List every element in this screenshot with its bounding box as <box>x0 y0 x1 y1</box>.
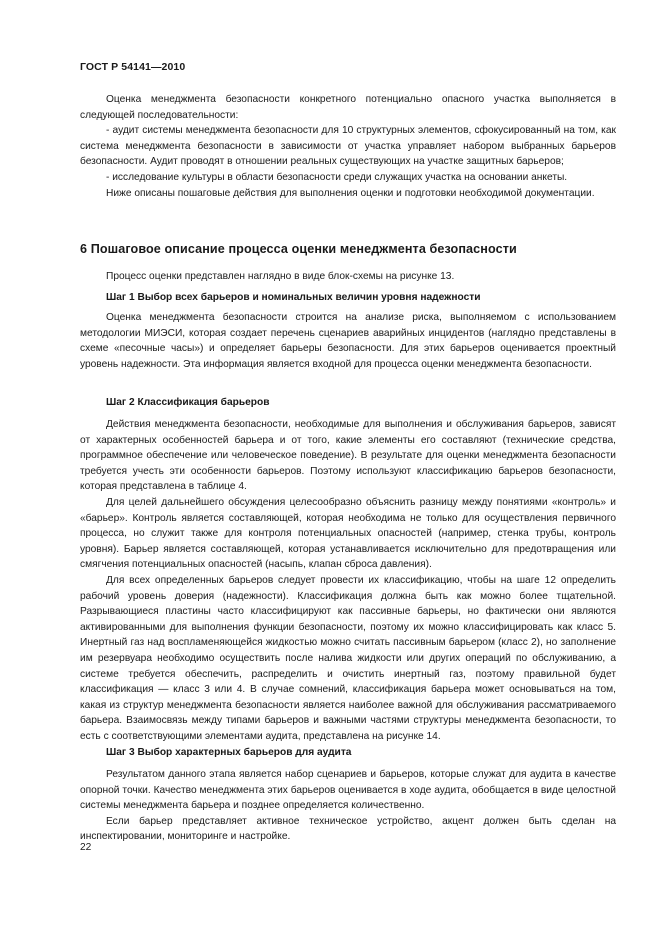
step-3-paragraph-1: Результатом данного этапа является набор сценариев и барьеров, которые служат для аудита в качестве опорной точки. Качество менеджмента этих барьеров оценивается в ходе аудита, обобщается в виде целостной системы менеджмента барьера и позднее определяется количественно. <box>80 769 616 812</box>
step-1-paragraph: Оценка менеджмента безопасности строится на анализе риска, выполняемом с использованием методологии МИЭСИ, которая создает перечень сценариев аварийных инцидентов (наглядно представлены в схеме «песочные часы») и определяет барьеры безопасности. Для этих барьеров оценивается проектный уровень надежности. Эта информация является входной для процесса оценки менеджмента безопасности. <box>80 312 616 370</box>
document-code-header: ГОСТ Р 54141—2010 <box>80 61 186 73</box>
step-2-paragraph-1: Действия менеджмента безопасности, необходимые для выполнения и обслуживания барьеров, зависят от характерных особенностей барьера и от того, какие элементы его составляют (технические средства, программное обеспечение или человеческое поведение). В результате для оценки менеджмента безопасности требуется учесть эти особенности барьеров. Поэтому используют классификацию барьеров безопасности, которая представлена в таблице 4. <box>80 419 616 493</box>
step-1-heading: Шаг 1 Выбор всех барьеров и номинальных величин уровня надежности <box>106 292 481 303</box>
step-3-heading: Шаг 3 Выбор характерных барьеров для аудита <box>106 747 352 758</box>
intro-block <box>80 92 616 201</box>
step-3-paragraph-2: Если барьер представляет активное техническое устройство, акцент должен быть сделан на инспектировании, мониторинге и настройке. <box>80 815 616 843</box>
intro-paragraph: Оценка менеджмента безопасности конкретного потенциально опасного участка выполняется в следующей последовательности: <box>80 94 616 121</box>
step-2-paragraph-2: Для целей дальнейшего обсуждения целесообразно объяснить разницу между понятиями «контроль» и «барьер». Контроль является составляющей, которая необходима не только для осуществления первичного процесса, но служит также для контроля потенциальных опасностей (например, стенка трубы, контроль уровня). Барьер является составляющей, которая устанавливается исключительно для предотвращения или смягчения потенциальных опасностей (насыпь, клапан сброса давления). <box>80 496 616 571</box>
step-3-block <box>80 767 616 845</box>
section-6-heading: 6 Пошаговое описание процесса оценки менеджмента безопасности <box>80 242 517 256</box>
section-6-intro: Процесс оценки представлен наглядно в виде блок-схемы на рисунке 13. <box>106 271 455 282</box>
step-2-block <box>80 417 616 744</box>
intro-bullet-culture: - исследование культуры в области безопасности среди служащих участка на основании анкеты. <box>106 171 568 183</box>
step-1-block <box>80 310 616 372</box>
intro-bullet-audit: - аудит системы менеджмента безопасности для 10 структурных элементов, сфокусированный на том, как система менеджмента безопасности в зависимости от участка управляет набором выбранных барьеров безопасности. Аудит проводят в отношении реальных существующих на участке защитных барьеров; <box>80 125 616 168</box>
page-number: 22 <box>80 842 92 853</box>
step-2-paragraph-3: Для всех определенных барьеров следует провести их классификацию, чтобы на шаге 12 определить рабочий уровень доверия (надежности). Классификация должна быть как можно более тщательной. Разрывающиеся пластины часто классифицируют как пассивные барьеры, но фактически они являются активированными для выполнения функции безопасности, поэтому их можно классифицировать как класс 5. Инертный газ над воспламеняющейся жидкостью можно считать пассивным барьером (класс 2), но заполнение им резервуара необходимо осуществить после налива жидкости или других операций по обслуживанию, а системе требуется обеспечить, распределить и очистить инертный газ, поэтому правильной будет классификация — класс 3 или 4. В случае сомнений, классификация барьера может основываться на том, какая из структур менеджмента безопасности является наиболее важной для обслуживания рассматриваемого барьера. Взаимосвязь между типами барьеров и важными частями структуры менеджмента безопасности, то есть с соответствующими элементами аудита, представлена на рисунке 14. <box>80 574 616 742</box>
section-6-intro-block <box>80 269 616 285</box>
intro-paragraph-next: Ниже описаны пошаговые действия для выполнения оценки и подготовки необходимой документации. <box>106 187 595 199</box>
step-2-heading: Шаг 2 Классификация барьеров <box>106 397 270 408</box>
